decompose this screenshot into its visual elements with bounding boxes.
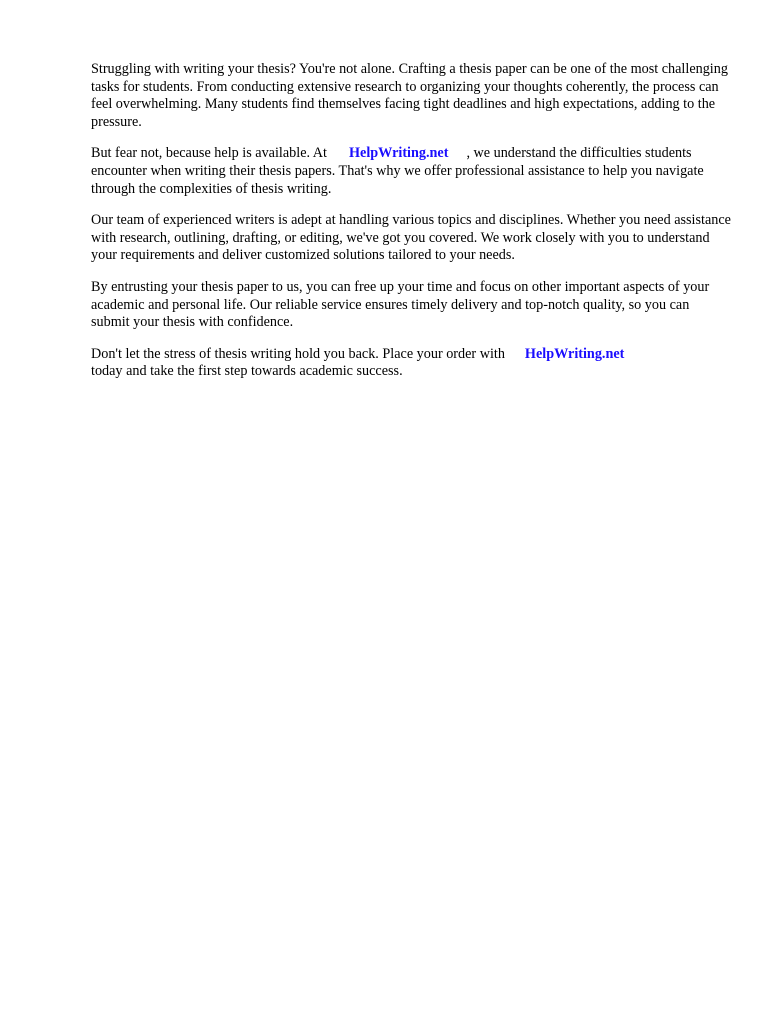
paragraph-help-before-text: But fear not, because help is available. At [91,145,327,162]
paragraph-call-to-action [91,346,731,381]
paragraph-help-available [91,145,731,198]
document-body [91,61,731,395]
paragraph-entrusting: By entrusting your thesis paper to us, you can free up your time and focus on other important aspects of your academic and personal life. Our reliable service ensures timely delivery and top-notch quality, so you can submit your thesis with confidence. [91,278,710,331]
helpwriting-link[interactable]: HelpWriting.net [348,145,449,162]
paragraph-cta-before-text: Don't let the stress of thesis writing hold you back. Place your order with [91,345,505,362]
paragraph-help-after-text: , we understand the difficulties students encounter when writing their thesis papers. That's why we offer professional assistance to help you navigate through the complexities of thesis writing. [91,145,704,197]
paragraph-intro: Struggling with writing your thesis? You're not alone. Crafting a thesis paper can be one of the most challenging tasks for students. From conducting extensive research to organizing your thoughts coherently, the process can feel overwhelming. Many students find themselves facing tight deadlines and high expectations, adding to the pressure. [91,61,728,130]
helpwriting-order-link[interactable]: HelpWriting.net [524,345,625,362]
paragraph-cta-after-text: today and take the first step towards academic success. [91,363,403,380]
paragraph-team: Our team of experienced writers is adept at handling various topics and disciplines. Whether you need assistance with research, outlining, drafting, or editing, we've got you covered. We work closely with you to understand your requirements and deliver customized solutions tailored to your needs. [91,212,731,264]
